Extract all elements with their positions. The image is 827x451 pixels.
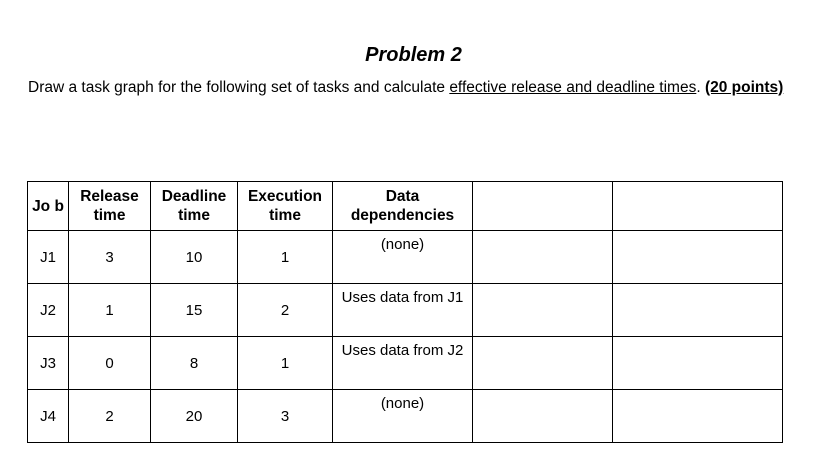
- cell-release: 2: [69, 390, 151, 443]
- cell-deadline: 10: [151, 231, 238, 284]
- cell-dependencies: (none): [333, 231, 473, 284]
- statement-underlined-phrase: effective release and deadline times: [449, 79, 697, 96]
- statement-points: (20 points): [704, 79, 784, 96]
- cell-execution: 1: [238, 337, 333, 390]
- header-deadline-time: Deadline time: [151, 182, 238, 231]
- table-row: [28, 337, 783, 390]
- cell-release: 1: [69, 284, 151, 337]
- cell-empty-1: [473, 231, 613, 284]
- cell-empty-2: [613, 231, 783, 284]
- header-execution-time: Execution time: [238, 182, 333, 231]
- cell-empty-1: [473, 337, 613, 390]
- header-job: Jo b: [28, 182, 69, 231]
- cell-execution: 1: [238, 231, 333, 284]
- cell-empty-2: [613, 284, 783, 337]
- table-row: [28, 231, 783, 284]
- header-empty-2: [613, 182, 783, 231]
- cell-dependencies: Uses data from J1: [333, 284, 473, 337]
- cell-deadline: 20: [151, 390, 238, 443]
- cell-release: 3: [69, 231, 151, 284]
- cell-empty-2: [613, 337, 783, 390]
- cell-empty-1: [473, 284, 613, 337]
- statement-lead: Draw a task graph for the following set of tasks and calculate: [28, 79, 450, 96]
- cell-job: J1: [28, 231, 69, 284]
- task-table: [27, 181, 783, 443]
- cell-deadline: 15: [151, 284, 238, 337]
- statement-period: .: [696, 79, 705, 96]
- cell-execution: 2: [238, 284, 333, 337]
- problem-statement: [28, 78, 786, 98]
- header-release-time: Release time: [69, 182, 151, 231]
- cell-dependencies: Uses data from J2: [333, 337, 473, 390]
- cell-job: J3: [28, 337, 69, 390]
- cell-release: 0: [69, 337, 151, 390]
- table-row: [28, 284, 783, 337]
- table-header-row: [28, 182, 783, 231]
- cell-job: J2: [28, 284, 69, 337]
- table-row: [28, 390, 783, 443]
- cell-job: J4: [28, 390, 69, 443]
- cell-empty-2: [613, 390, 783, 443]
- problem-title: Problem 2: [365, 44, 462, 66]
- cell-execution: 3: [238, 390, 333, 443]
- cell-dependencies: (none): [333, 390, 473, 443]
- cell-empty-1: [473, 390, 613, 443]
- header-data-dependencies: Data dependencies: [333, 182, 473, 231]
- cell-deadline: 8: [151, 337, 238, 390]
- header-empty-1: [473, 182, 613, 231]
